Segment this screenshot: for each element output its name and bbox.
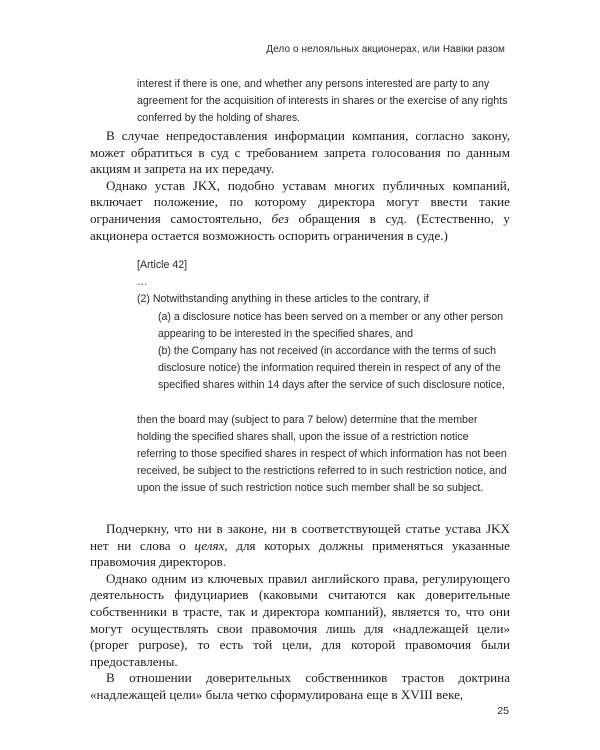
article-ellipsis: …: [137, 276, 148, 289]
emphasis: целях: [194, 537, 225, 553]
paragraph: [90, 521, 510, 571]
paragraph: В случае непредоставления информации компания, согласно закону, может обратиться в суд с требованием запрета голосования по данным акциям и запрета на их передачу.: [90, 128, 510, 177]
paragraph: [90, 178, 510, 244]
page-number: 25: [497, 705, 509, 717]
article-42-excerpt: [137, 257, 509, 498]
text-run: , для которых должны применяться указанные правомочия директоров.: [90, 537, 510, 570]
paragraph: В отношении доверительных собственников трастов доктрина «надлежащей цели» была четко сформулирована еще в XVIII веке,: [90, 670, 510, 702]
quote-text: interest if there is one, and whether any persons interested are party to any agreement for the acquisition of interests in shares or the exercise of any rights conferred by the holding of shares.: [137, 78, 508, 125]
paragraph: Однако одним из ключевых правил английского права, регулирующего деятельность фидуциариев (каковыми считаются как доверительные собственники в трасте, так и директора компаний), является то, что они могут осуществлять свои правомочия лишь для «надлежащей цели» (proper purpose), то есть той цели, для которой правомочия были предоставлены.: [90, 570, 510, 669]
running-header: Дело о нелояльных акционерах, или Навіки разом: [266, 44, 505, 55]
text-run: обращения в суд. (Естественно, у акционера остается возможность оспорить ограничения в суде.): [90, 210, 510, 243]
russian-text-block-2: [90, 521, 510, 704]
article-clause-2: (2) Notwithstanding anything in these articles to the contrary, if: [137, 293, 429, 306]
article-clause-b: (b) the Company has not received (in accordance with the terms of such disclosure notice) the information required therein in respect of any of the specified shares within 14 days after the service of such disclosure notice,: [158, 345, 505, 392]
quoted-english-excerpt: [137, 76, 509, 128]
russian-text-block-1: [90, 128, 510, 244]
emphasis: без: [271, 210, 289, 226]
article-title: [Article 42]: [137, 259, 188, 271]
article-clause-a: (a) a disclosure notice has been served on a member or any other person appearing to be interested in the specified shares, and: [158, 310, 504, 340]
article-conclusion: then the board may (subject to para 7 below) determine that the member holding the specified shares shall, upon the issue of a restriction notice referring to those specified shares in respect of which information has not been received, be subject to the restrictions referred to in such restriction notice, and upon the issue of such restriction notice such member shall be so subject.: [137, 413, 507, 495]
text-run: Однако устав JKX, подобно уставам многих публичных компаний, включает положение, по которому директора могут ввести такие ограничения самостоятельно,: [90, 177, 510, 226]
text-run: Подчеркну, что ни в законе, ни в соответствующей статье устава JKX нет ни слова о: [90, 521, 510, 553]
